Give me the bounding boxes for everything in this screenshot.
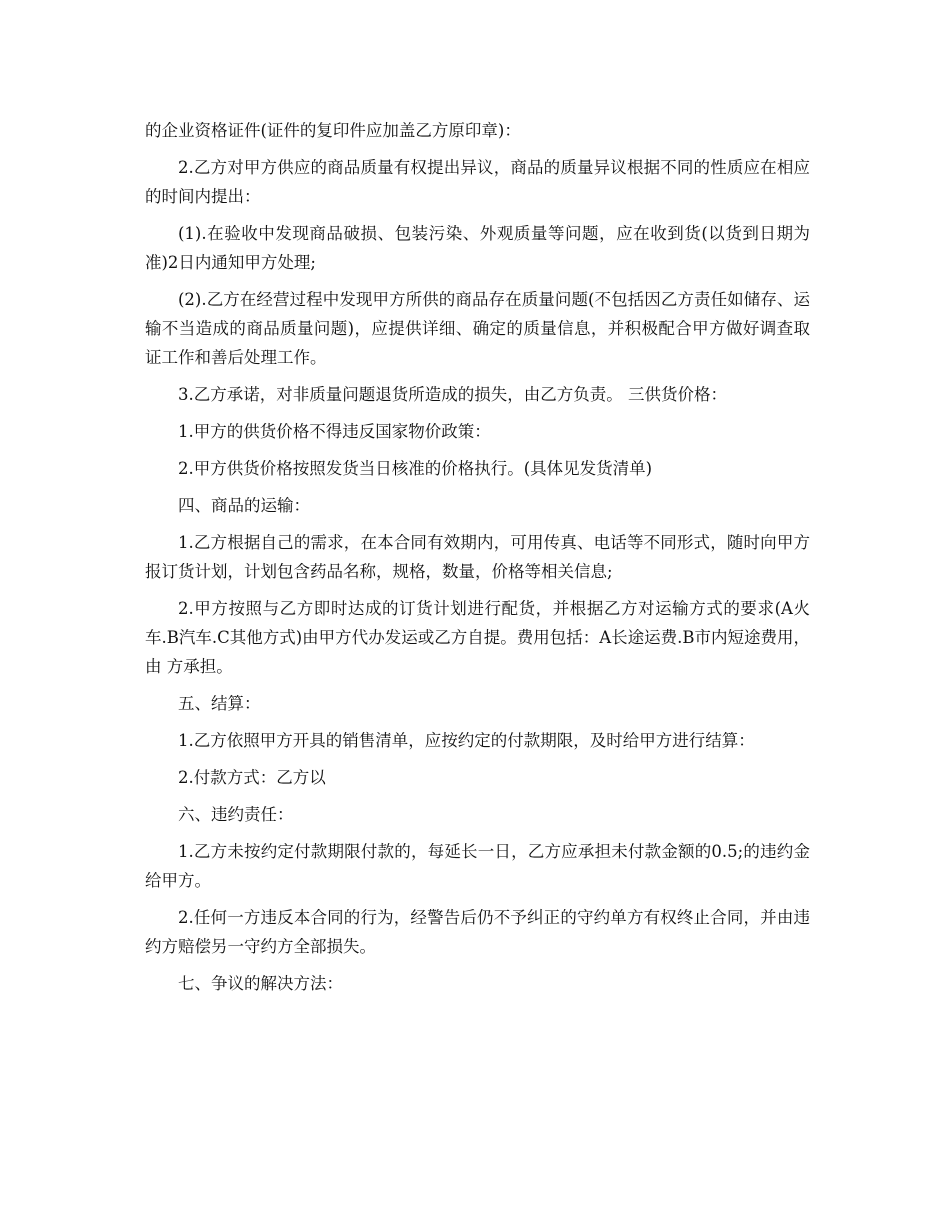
paragraph-qualification-docs: 的企业资格证件(证件的复印件应加盖乙方原印章)： — [145, 121, 521, 140]
section-heading-transport: 四、商品的运输： — [178, 496, 310, 515]
paragraph-return-loss: 3.乙方承诺，对非质量问题退货所造成的损失，由乙方负责。 三供货价格： — [178, 385, 727, 404]
paragraph-settlement-terms: 1.乙方依照甲方开具的销售清单，应按约定的付款期限，及时给甲方进行结算： — [178, 731, 755, 750]
section-heading-liability: 六、违约责任： — [178, 805, 294, 824]
paragraph-price-execution: 2.甲方供货价格按照发货当日核准的价格执行。(具体见发货清单) — [178, 459, 653, 478]
paragraph-price-policy: 1.甲方的供货价格不得违反国家物价政策： — [178, 422, 491, 441]
paragraph-quality-objection: 2.乙方对甲方供应的商品质量有权提出异议，商品的质量异议根据不同的性质应在相应的时间内提出： — [145, 158, 810, 206]
paragraph-late-payment: 1.乙方未按约定付款期限付款的，每延长一日，乙方应承担未付款金额的0.5;的违约金给甲方。 — [145, 842, 810, 890]
paragraph-distribution: 2.甲方按照与乙方即时达成的订货计划进行配货，并根据乙方对运输方式的要求(A火车.B汽车.C其他方式)由甲方代办发运或乙方自提。费用包括：A长途运费.B市内短途费用，由 方承担。 — [145, 599, 810, 676]
section-heading-dispute: 七、争议的解决方法： — [178, 974, 343, 993]
paragraph-payment-method: 2.付款方式：乙方以 — [178, 768, 326, 787]
paragraph-inspection-damage: (1).在验收中发现商品破损、包装污染、外观质量等问题，应在收到货(以货到日期为准)2日内通知甲方处理; — [145, 224, 810, 272]
paragraph-order-plan: 1.乙方根据自己的需求，在本合同有效期内，可用传真、电话等不同形式，随时向甲方报订货计划，计划包含药品名称，规格，数量，价格等相关信息; — [145, 533, 810, 581]
section-heading-settlement: 五、结算： — [178, 694, 261, 713]
paragraph-breach-termination: 2.任何一方违反本合同的行为，经警告后仍不予纠正的守约单方有权终止合同，并由违约方赔偿另一守约方全部损失。 — [145, 908, 810, 956]
document-body — [145, 116, 810, 1006]
paragraph-operation-quality: (2).乙方在经营过程中发现甲方所供的商品存在质量问题(不包括因乙方责任如储存、运输不当造成的商品质量问题)，应提供详细、确定的质量信息，并积极配合甲方做好调查取证工作和善后处理工作。 — [145, 290, 810, 367]
